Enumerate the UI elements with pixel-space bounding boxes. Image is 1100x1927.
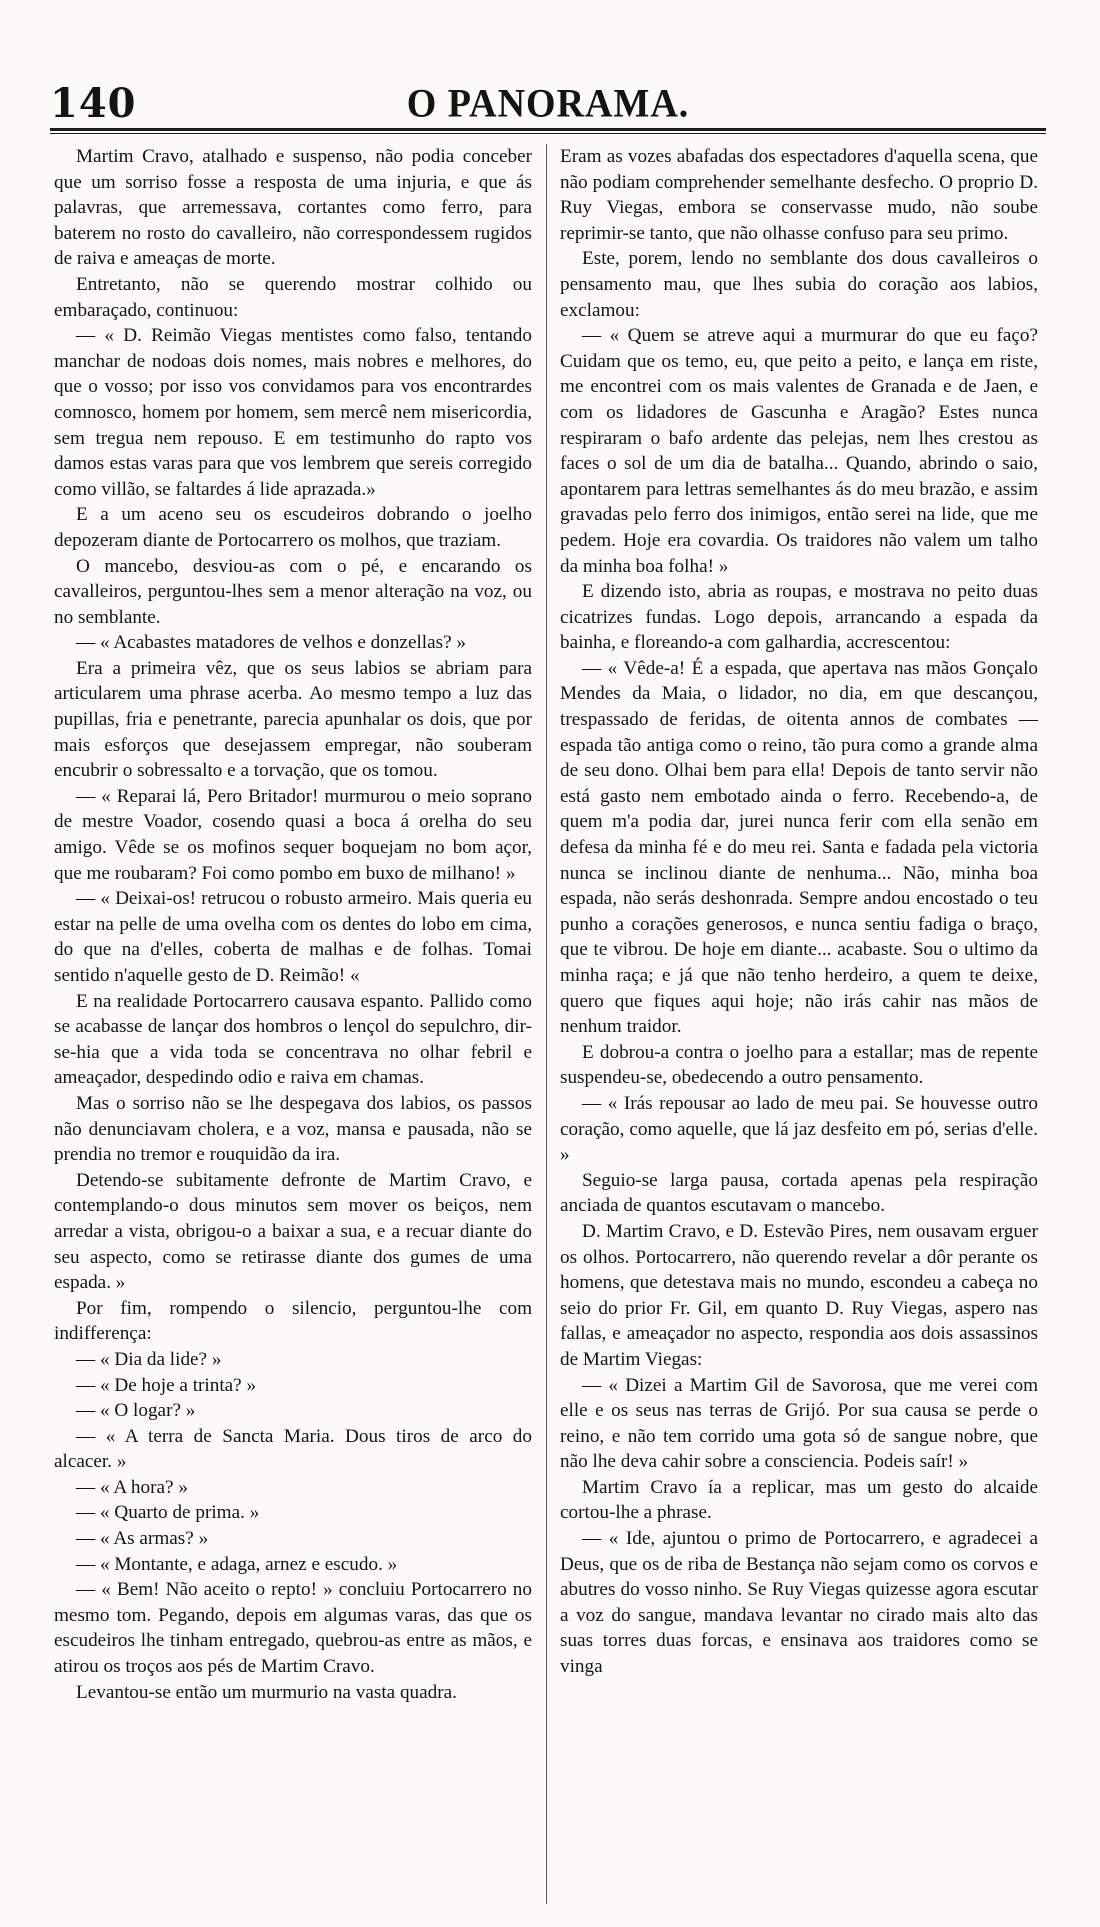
paragraph: — « D. Reimão Viegas mentistes como falso, tentando manchar de nodoas dois nomes, mais nobres e melhores, do que o vosso; por isso vos convidamos para vos encontrardes comnosco, homem por homem, sem mercê nem misericordia, sem tregua nem repouso. E em testimunho do rapto vos damos estas varas para que vos lembrem que sereis corregido como villão, se faltardes á lide aprazada.» (54, 325, 532, 500)
paragraph: Entretanto, não se querendo mostrar colhido ou embaraçado, continuou: (54, 273, 532, 321)
page-number: 140 (50, 80, 137, 127)
paragraph: — « O logar? » (76, 1400, 196, 1422)
paragraph: — « As armas? » (76, 1528, 209, 1550)
paragraph: Este, porem, lendo no semblante dos dous cavalleiros o pensamento mau, que lhes subia do coração aos labios, exclamou: (560, 248, 1038, 321)
paragraph: — « Reparai lá, Pero Britador! murmurou o meio soprano de mestre Voador, cosendo quasi a boca á orelha do seu amigo. Vêde se os mofinos sequer boquejam no bom açor, que me roubaram? Foi como pombo em buxo de milhano! » (54, 785, 532, 884)
paragraph: — « Dizei a Martim Gil de Savorosa, que me verei com elle e os seus nas terras de Grijó. Por sua causa se perde o reino, e não tem corrido uma gota só de sangue nobre, que não lhe deva cahir sobre a consciencia. Podeis saír! » (560, 1374, 1038, 1473)
right-column (560, 144, 1038, 1904)
paragraph: Era a primeira vêz, que os seus labios se abriam para articularem uma phrase acerba. Ao mesmo tempo a luz das pupillas, fria e penetrante, parecia apunhalar os dois, que por mais esforços que desejassem empregar, não souberam encubrir o sobressalto e a torvação, que os tomou. (54, 657, 532, 782)
paragraph: Seguio-se larga pausa, cortada apenas pela respiração anciada de quantos escutavam o mancebo. (560, 1169, 1038, 1217)
header-rule (50, 128, 1046, 131)
paragraph: Por fim, rompendo o silencio, perguntou-lhe com indifferença: (54, 1297, 532, 1345)
paragraph: Mas o sorriso não se lhe despegava dos labios, os passos não denunciavam cholera, e a voz, mansa e pausada, não se prendia no tremor e rouquidão da ira. (54, 1092, 532, 1166)
paragraph: — « De hoje a trinta? » (76, 1374, 257, 1396)
paragraph: E dobrou-a contra o joelho para a estallar; mas de repente suspendeu-se, obedecendo a outro pensamento. (560, 1041, 1038, 1089)
paragraph: Martim Cravo ía a replicar, mas um gesto do alcaide cortou-lhe a phrase. (560, 1476, 1038, 1524)
paragraph: — « Quem se atreve aqui a murmurar do que eu faço? Cuidam que os temo, eu, que peito a peito, e lança em riste, me encontrei com os mais valentes de Granada e de Jaen, e com os lidadores de Gascunha e Aragão? Estes nunca respiraram o bafo ardente das pelejas, nem lhes crestou as faces o sol de um dia de batalha... Quando, abrindo o saio, apontarem para lettras semelhantes ás do meu brazão, e assim gravadas pelo ferro dos inimigos, então serei na lide, que me pedem. Hoje era covardia. Os traidores não valem um talho da minha boa folha! » (560, 325, 1038, 577)
paragraph: D. Martim Cravo, e D. Estevão Pires, nem ousavam erguer os olhos. Portocarrero, não querendo revelar a dôr perante os homens, que detestava mais no mundo, escondeu a cabeça no seio do prior Fr. Gil, em quanto D. Ruy Viegas, aspero nas fallas, e ameaçador no aspecto, respondia aos dois assassinos de Martim Viegas: (560, 1220, 1038, 1370)
paragraph: E dizendo isto, abria as roupas, e mostrava no peito duas cicatrizes fundas. Logo depois, arrancando a espada da bainha, e floreando-a com galhardia, accrescentou: (560, 581, 1038, 654)
paragraph: — « Deixai-os! retrucou o robusto armeiro. Mais queria eu estar na pelle de uma ovelha com os dentes do lobo em cima, do que na d'elles, coberta de malhas e de folhas. Tomai sentido n'aquelle gesto de D. Reimão! « (54, 888, 532, 986)
paragraph: — « Ide, ajuntou o primo de Portocarrero, e agradecei a Deus, que os de riba de Bestança não sejam como os corvos e abutres do vosso ninho. Se Ruy Viegas quizesse agora escutar a voz do sangue, mandava levantar no cirado mais alto das suas torres duas forcas, e ensinava aos traidores como se vinga (560, 1528, 1038, 1678)
paragraph: — « Dia da lide? » (76, 1348, 222, 1370)
paragraph: — « Bem! Não aceito o repto! » concluiu Portocarrero no mesmo tom. Pegando, depois em algumas varas, das que os escudeiros lhe tinham entregado, quebrou-as entre as mãos, e atirou os troços aos pés de Martim Cravo. (54, 1579, 532, 1678)
paragraph: — « A hora? » (76, 1476, 188, 1498)
paragraph: — « Montante, e adaga, arnez e escudo. » (76, 1553, 398, 1575)
paragraph: E a um aceno seu os escudeiros dobrando o joelho depozeram diante de Portocarrero os molhos, que traziam. (54, 504, 532, 551)
page-header (50, 78, 1046, 130)
paragraph: Levantou-se então um murmurio na vasta quadra. (76, 1681, 457, 1703)
paragraph: O mancebo, desviou-as com o pé, e encarando os cavalleiros, perguntou-lhes sem a menor alteração na voz, ou no semblante. (54, 555, 532, 628)
paragraph: — « A terra de Sancta Maria. Dous tiros de arco do alcacer. » (54, 1425, 532, 1473)
header-rule-thin (50, 133, 1046, 134)
masthead-title: O PANORAMA. (406, 81, 690, 127)
paragraph: E na realidade Portocarrero causava espanto. Pallido como se acabasse de lançar dos hombros o lençol do sepulchro, dir-se-hia que a vida toda se concentrava no olhar febril e ameaçador, despedindo odio e raiva em chamas. (54, 990, 532, 1089)
paragraph: — « Quarto de prima. » (76, 1502, 260, 1524)
column-divider (546, 144, 547, 1904)
paragraph: Eram as vozes abafadas dos espectadores d'aquella scena, que não podiam comprehender semelhante desfecho. O proprio D. Ruy Viegas, embora se conservasse mudo, não soube reprimir-se tanto, que não olhasse confuso para seu primo. (560, 146, 1038, 244)
left-column (54, 144, 532, 1904)
paragraph: Detendo-se subitamente defronte de Martim Cravo, e contemplando-o dous minutos sem mover os beiços, nem arredar a vista, obrigou-o a baixar a sua, e a recuar diante do seu aspecto, como se retirasse diante dos gumes de uma espada. » (54, 1169, 532, 1294)
paragraph: — « Vêde-a! É a espada, que apertava nas mãos Gonçalo Mendes da Maia, o lidador, no dia, em que descançou, trespassado de feridas, de oitenta annos de combates — espada tão antiga como o reino, tão pura como a grande alma de seu dono. Olhai bem para ella! Depois de tanto servir não está gasto nem embotado ainda o ferro. Recebendo-a, de quem m'a podia dar, jurei nunca ferir com ella senão em defesa da minha fé e do meu rei. Santa e fadada pela victoria nunca se inclinou diante de nenhuma... Não, minha boa espada, não serás deshonrada. Sempre andou encostado o teu punho a corações generosos, e nunca sentiu fadiga o braço, que te vibrou. De hoje em diante... acabaste. Sou o ultimo da minha raça; e já que não tenho herdeiro, a quem te deixe, quero que fiques aqui hoje; não irás cahir nas mãos de nenhum traidor. (560, 657, 1038, 1038)
paragraph: Martim Cravo, atalhado e suspenso, não podia conceber que um sorriso fosse a resposta de uma injuria, e que ás palavras, que arremessava, cortantes como ferro, para baterem no rosto do cavalleiro, não correspondessem rugidos de raiva e ameaças de morte. (54, 146, 532, 270)
paragraph: — « Irás repousar ao lado de meu pai. Se houvesse outro coração, como aquelle, que lá jaz desfeito em pó, serias d'elle. » (560, 1092, 1038, 1166)
paragraph: — « Acabastes matadores de velhos e donzellas? » (76, 632, 467, 654)
